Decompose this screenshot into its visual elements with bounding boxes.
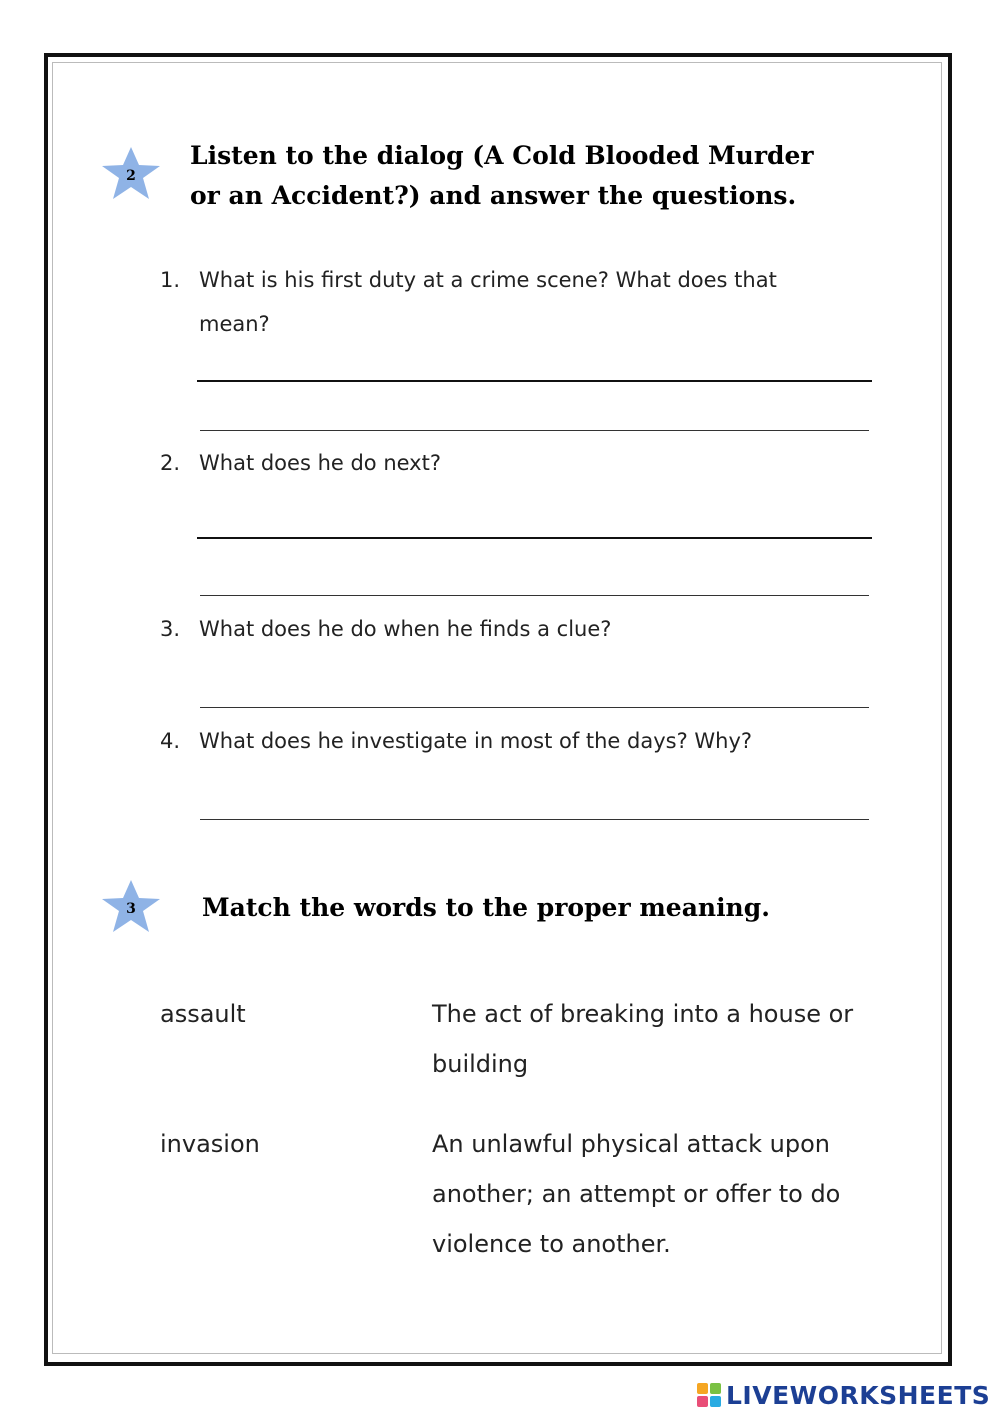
answer-line[interactable] bbox=[197, 537, 872, 539]
liveworksheets-logo-icon bbox=[697, 1383, 721, 1407]
match-meaning[interactable]: The act of breaking into a house or building bbox=[432, 1000, 854, 1078]
star-badge-icon bbox=[100, 878, 162, 934]
section-3-number: 3 bbox=[126, 901, 136, 917]
question-text: What does he do when he finds a clue? bbox=[199, 617, 612, 641]
section-2-heading-line2: or an Accident?) and answer the questions. bbox=[190, 181, 797, 210]
liveworksheets-logo-text: LIVEWORKSHEETS bbox=[726, 1380, 991, 1410]
answer-line[interactable] bbox=[200, 595, 869, 596]
section-2-heading bbox=[190, 136, 814, 216]
section-3-heading: Match the words to the proper meaning. bbox=[202, 893, 770, 922]
section-2-heading-line1: Listen to the dialog (A Cold Blooded Murder bbox=[190, 141, 814, 170]
question-text: What does he investigate in most of the days? Why? bbox=[199, 729, 753, 753]
question-4 bbox=[160, 719, 839, 763]
match-word[interactable]: invasion bbox=[160, 1130, 260, 1158]
question-2 bbox=[160, 441, 839, 485]
answer-line[interactable] bbox=[200, 819, 869, 820]
answer-line[interactable] bbox=[200, 430, 869, 431]
question-3 bbox=[160, 607, 839, 651]
answer-line[interactable] bbox=[197, 380, 872, 382]
question-text: What is his first duty at a crime scene? What does that mean? bbox=[199, 268, 777, 336]
liveworksheets-logo[interactable] bbox=[697, 1378, 990, 1412]
question-1 bbox=[160, 258, 839, 346]
match-word[interactable]: assault bbox=[160, 1000, 246, 1028]
question-number: 2. bbox=[160, 451, 181, 475]
question-number: 1. bbox=[160, 268, 181, 292]
question-text: What does he do next? bbox=[199, 451, 441, 475]
question-number: 4. bbox=[160, 729, 181, 753]
answer-line[interactable] bbox=[200, 707, 869, 708]
section-2-number: 2 bbox=[126, 168, 136, 184]
match-meaning[interactable]: An unlawful physical attack upon another; an attempt or offer to do violence to another. bbox=[432, 1130, 841, 1258]
question-number: 3. bbox=[160, 617, 181, 641]
star-badge-icon bbox=[100, 145, 162, 201]
